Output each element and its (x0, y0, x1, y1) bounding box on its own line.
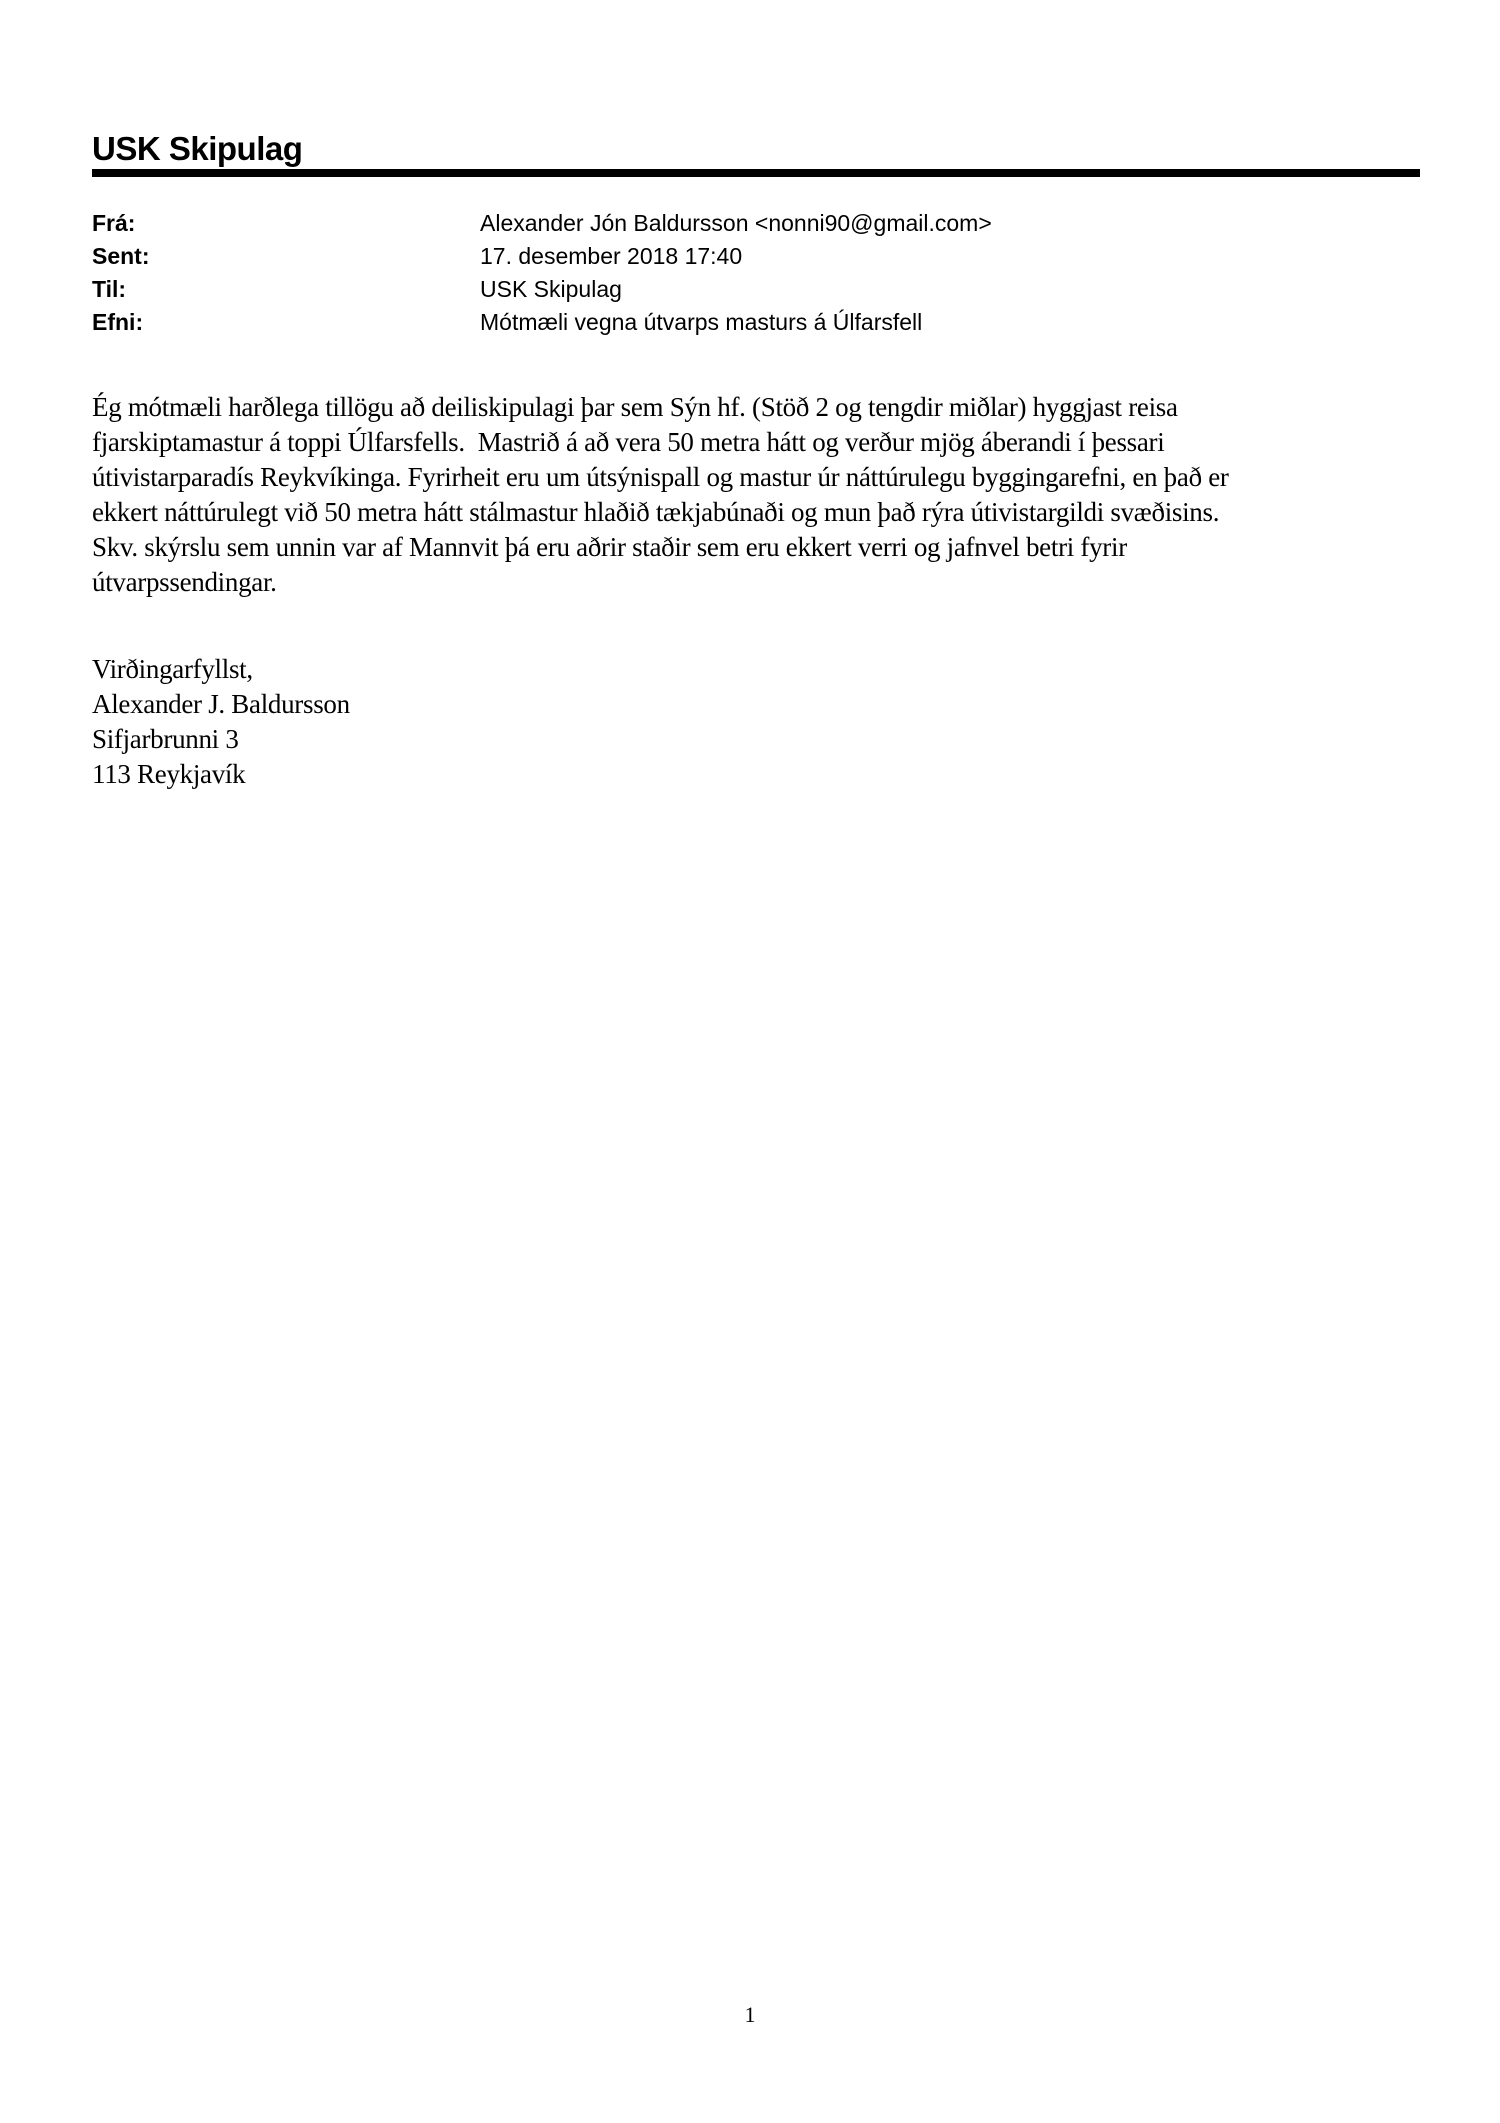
meta-row-to (92, 273, 1420, 306)
signature-closing: Virðingarfyllst, (92, 654, 253, 684)
email-signature-block (92, 652, 1432, 792)
body-line: útivistarparadís Reykvíkinga. Fyrirheit eru um útsýnispall og mastur úr náttúrulegu byggingarefni, en það er (92, 462, 1229, 492)
body-line: útvarpssendingar. (92, 567, 277, 597)
meta-label-from: Frá: (92, 210, 136, 236)
meta-label-sent: Sent: (92, 243, 150, 269)
document-header (92, 132, 1420, 177)
header-title: USK Skipulag (92, 130, 303, 167)
signature-city: 113 Reykjavík (92, 759, 246, 789)
body-line: Skv. skýrslu sem unnin var af Mannvit þá eru aðrir staðir sem eru ekkert verri og jafnvel betri fyrir (92, 532, 1127, 562)
meta-row-sent (92, 240, 1420, 273)
header-rule (92, 169, 1420, 177)
meta-value-to: USK Skipulag (480, 276, 622, 302)
email-meta-block (92, 207, 1420, 339)
meta-label-to: Til: (92, 276, 127, 302)
meta-row-from (92, 207, 1420, 240)
page-number: 1 (744, 2002, 756, 2027)
body-line: Ég mótmæli harðlega tillögu að deiliskipulagi þar sem Sýn hf. (Stöð 2 og tengdir miðlar) hyggjast reisa (92, 392, 1178, 422)
body-line: fjarskiptamastur á toppi Úlfarsfells. Mastrið á að vera 50 metra hátt og verður mjög áberandi í þessari (92, 427, 1165, 457)
body-line: ekkert náttúrulegt við 50 metra hátt stálmastur hlaðið tækjabúnaði og mun það rýra útivistargildi svæðisins. (92, 497, 1220, 527)
meta-value-subject: Mótmæli vegna útvarps masturs á Úlfarsfell (480, 309, 923, 335)
email-body-paragraph (92, 390, 1432, 600)
page-footer (0, 2002, 1500, 2028)
meta-value-from: Alexander Jón Baldursson <nonni90@gmail.com> (480, 210, 992, 236)
meta-value-sent: 17. desember 2018 17:40 (480, 243, 743, 269)
signature-name: Alexander J. Baldursson (92, 689, 350, 719)
signature-street: Sifjarbrunni 3 (92, 724, 239, 754)
meta-label-subject: Efni: (92, 309, 144, 335)
meta-row-subject (92, 306, 1420, 339)
